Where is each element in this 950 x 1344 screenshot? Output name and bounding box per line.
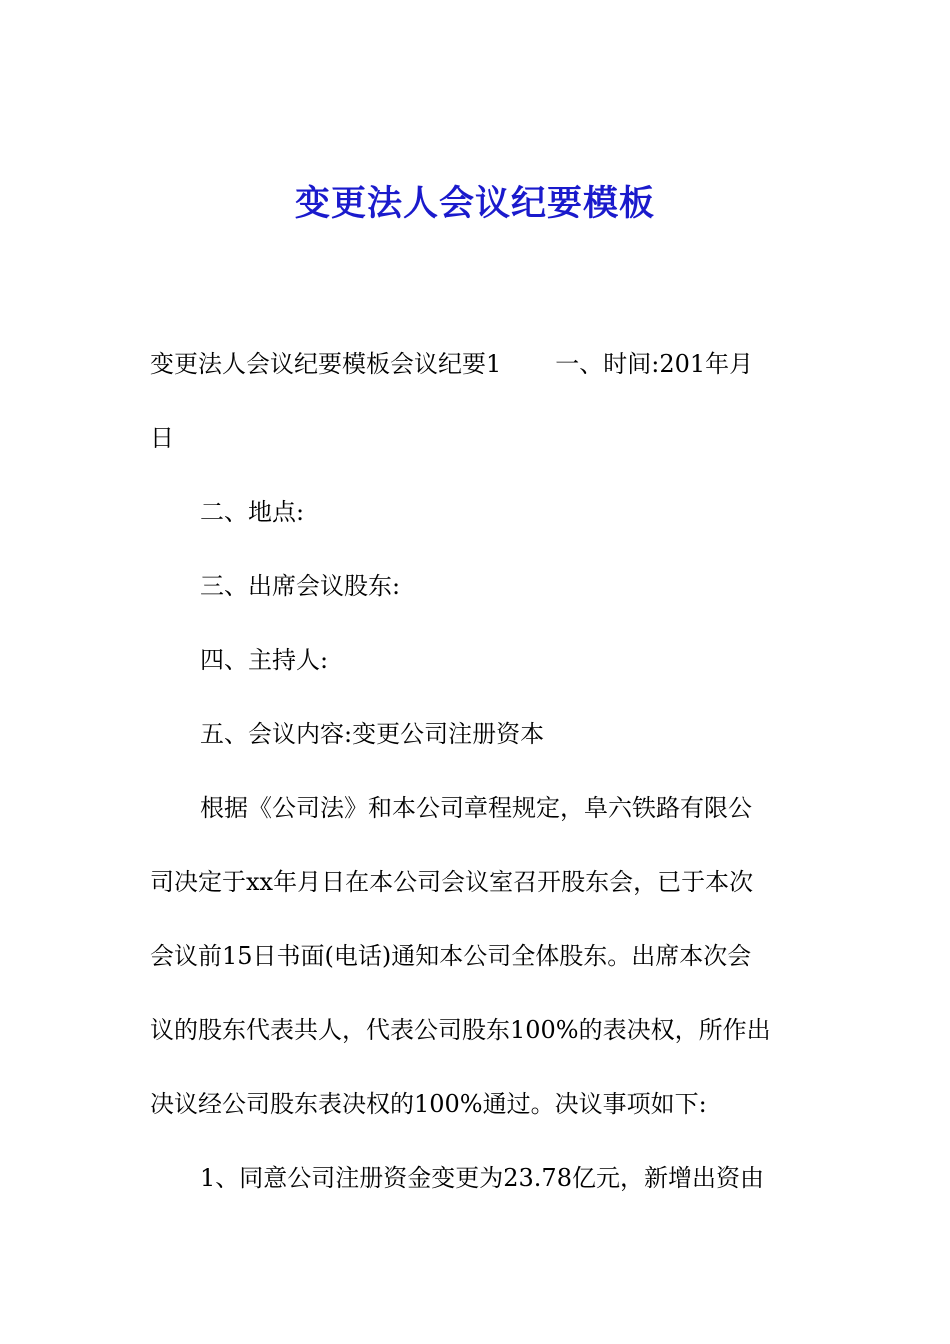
- time-item: 一、时间:201年月: [555, 350, 754, 378]
- location-item: 二、地点:: [200, 498, 305, 526]
- host-item: 四、主持人:: [200, 646, 329, 674]
- paragraph-line: 司决定于xx年月日在本公司会议室召开股东会，已于本次: [150, 868, 754, 896]
- paragraph-line: 日: [150, 424, 174, 452]
- attendees-item: 三、出席会议股东:: [200, 572, 401, 600]
- heading-text: 变更法人会议纪要模板会议纪要1: [150, 350, 502, 378]
- document-title: 变更法人会议纪要模板: [294, 183, 655, 224]
- paragraph-line: 议的股东代表共人，代表公司股东100%的表决权，所作出: [150, 1016, 771, 1044]
- resolution-item: 1、同意公司注册资金变更为23.78亿元，新增出资由: [200, 1164, 764, 1192]
- paragraph-line: 根据《公司法》和本公司章程规定，阜六铁路有限公: [200, 794, 752, 822]
- content-item: 五、会议内容:变更公司注册资本: [200, 720, 545, 748]
- paragraph-line: [150, 327, 800, 401]
- paragraph-line: 决议经公司股东表决权的100%通过。决议事项如下:: [150, 1090, 707, 1118]
- document-body: [150, 327, 800, 1215]
- paragraph-line: 会议前15日书面(电话)通知本公司全体股东。出席本次会: [150, 942, 752, 970]
